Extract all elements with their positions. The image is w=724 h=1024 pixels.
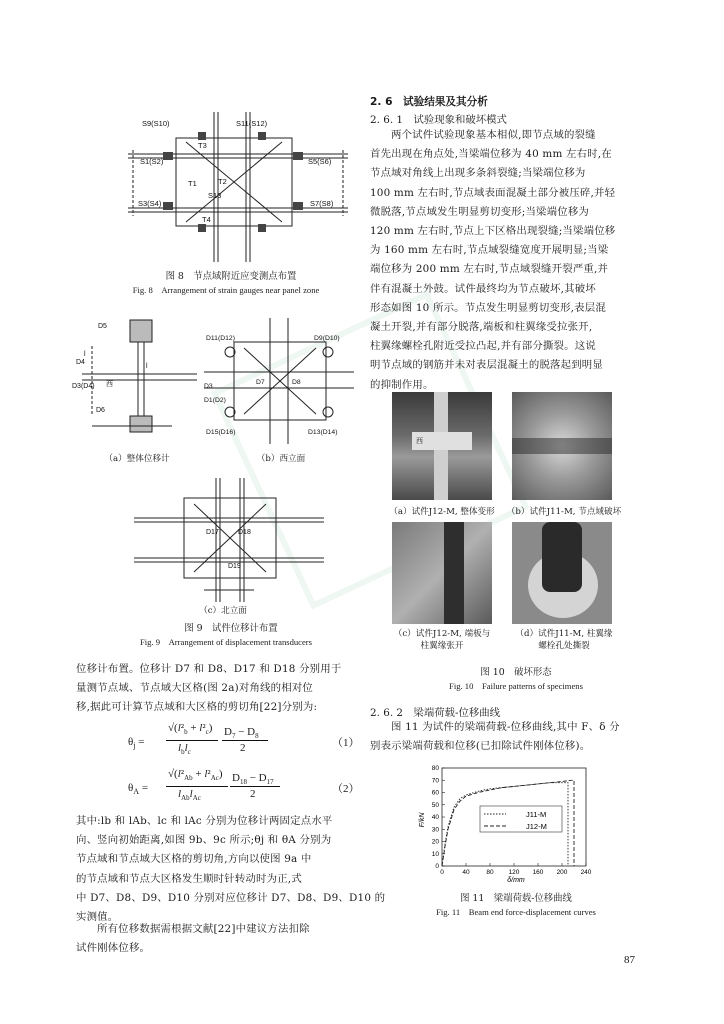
fig10b-photo bbox=[512, 392, 612, 500]
fig9a-label: D6 bbox=[96, 407, 105, 414]
fig10d-photo bbox=[512, 522, 612, 624]
subcaption-line: （c）试件J12-M, 端板与 bbox=[393, 629, 491, 639]
x-tick-label: 120 bbox=[508, 869, 520, 876]
x-tick-label: 80 bbox=[486, 869, 494, 876]
fig8-label: S1(S2) bbox=[140, 157, 164, 166]
chart-legend bbox=[480, 806, 562, 832]
section-heading-2-6: 2. 6 试验结果及其分析 bbox=[370, 96, 488, 108]
fig9b-label: D3 bbox=[204, 383, 213, 390]
text-line: 柱翼缘螺栓孔附近受拉凸起,并有部分撕裂。这说 bbox=[370, 340, 596, 353]
fig9b-label: D8 bbox=[292, 379, 301, 386]
fig9b-label: D13(D14) bbox=[308, 429, 338, 436]
fig9b-label: D1(D2) bbox=[204, 397, 226, 404]
x-tick-label: 40 bbox=[462, 869, 470, 876]
fig9a-subcaption: （a）整体位移计 bbox=[104, 454, 170, 464]
text-line: 实测值。 bbox=[76, 911, 119, 924]
y-tick-label: 80 bbox=[431, 765, 439, 773]
fig9a-label: D3(D4) bbox=[72, 383, 95, 390]
subcaption-line: （d）试件J11-M, 柱翼缘 bbox=[515, 629, 613, 639]
text-line: 为 160 mm 左右时,节点域裂缝宽度开展明显;当梁 bbox=[370, 244, 609, 257]
section-heading-2-6-2: 2. 6. 2 梁端荷载-位移曲线 bbox=[370, 707, 501, 719]
y-tick-label: 40 bbox=[431, 814, 439, 822]
fig8-label: S13 bbox=[208, 191, 222, 200]
fig10c-subcaption bbox=[380, 628, 504, 652]
text-line: 微脱落,节点域发生明显剪切变形;当梁端位移为 bbox=[370, 205, 590, 218]
right-paragraph-1 bbox=[370, 126, 662, 395]
text-line: 形态如图 10 所示。节点发生明显剪切变形,表层混 bbox=[370, 301, 606, 314]
subcaption-line: 螺栓孔处撕裂 bbox=[538, 641, 590, 651]
fig9b-label: D11(D12) bbox=[206, 335, 235, 342]
fig9b-label: D9(D10) bbox=[314, 335, 340, 342]
y-tick-label: 60 bbox=[431, 789, 439, 797]
fig9c-drawing bbox=[124, 478, 334, 602]
text-line: 其中:lb 和 lAb、lc 和 lAc 分别为位移计两固定点水平 bbox=[76, 815, 333, 827]
y-axis-label: F/kN bbox=[419, 812, 426, 828]
fig9-caption-cn: 图 9 试件位移计布置 bbox=[184, 623, 278, 634]
equation-2-number: （2） bbox=[332, 783, 360, 795]
fig8-label: T4 bbox=[202, 215, 211, 224]
x-axis-label: δ/mm bbox=[507, 877, 525, 884]
y-tick-label: 50 bbox=[431, 801, 439, 809]
fig8-label: T2 bbox=[218, 177, 227, 186]
fig8-label: S11(S12) bbox=[236, 119, 268, 128]
fig9a-label: D5 bbox=[98, 323, 107, 330]
legend-j11: J11-M bbox=[526, 810, 547, 819]
fig10-caption-en: Fig. 10 Failure patterns of specimens bbox=[449, 681, 583, 691]
left-paragraph-3 bbox=[76, 920, 368, 958]
page-number: 87 bbox=[624, 954, 635, 966]
y-tick-label: 0 bbox=[435, 863, 439, 871]
fig9b-subcaption: （b）西立面 bbox=[256, 454, 306, 464]
photo-label: 西 bbox=[416, 437, 423, 445]
y-tick-label: 10 bbox=[431, 850, 439, 858]
fig10d-subcaption bbox=[502, 628, 626, 652]
fig9a-label: l bbox=[84, 351, 86, 358]
fig9c-subcaption: （c）北立面 bbox=[199, 606, 247, 616]
text-line: 的节点域和节点大区格发生顺时针转动时为正,式 bbox=[76, 872, 302, 885]
text-line: 端位移为 200 mm 左右时,节点域裂缝开裂严重,并 bbox=[370, 263, 609, 276]
equation-1: $\theta_j$ = $√(l^2_b + l^2_c)$ $l_bl_c$ $D_7 - D_8$ 2 （1） bbox=[128, 722, 360, 757]
fig9b-drawing bbox=[204, 318, 354, 444]
text-line: 100 mm 左右时,节点域表面混凝土部分被压碎,并轻 bbox=[370, 186, 616, 199]
fig8-label: T3 bbox=[198, 141, 207, 150]
fig9a-drawing bbox=[72, 316, 202, 442]
section-heading-2-6-1: 2. 6. 1 试验现象和破坏模式 bbox=[370, 114, 507, 126]
fig10a-photo bbox=[392, 392, 492, 500]
fig8-caption-cn: 图 8 节点域附近应变测点布置 bbox=[165, 271, 297, 282]
right-paragraph-2 bbox=[370, 718, 662, 756]
text-line: 明节点域的钢筋并未对表层混凝土的脱落起到明显 bbox=[370, 359, 603, 372]
fig8-drawing bbox=[118, 112, 358, 262]
fig10c-photo bbox=[392, 522, 492, 624]
fig8-label: S3(S4) bbox=[138, 199, 162, 208]
text-line: 移,据此可计算节点域和大区格的剪切角[22]分别为: bbox=[76, 701, 318, 714]
fig9-caption-en: Fig. 9 Arrangement of displacement transducers bbox=[139, 637, 313, 647]
y-tick-label: 20 bbox=[431, 838, 439, 846]
fig9a-label: 西 bbox=[106, 381, 113, 388]
fig9c-label: D17 bbox=[206, 529, 219, 536]
text-line: 所有位移数据需根据文献[22]中建议方法扣除 bbox=[97, 923, 310, 935]
text-line: 向、竖向初始距离,如图 9b、9c 所示;θj 和 θA 分别为 bbox=[76, 834, 332, 847]
fig9c-label: D19 bbox=[228, 563, 241, 570]
fig8-caption-en: Fig. 8 Arrangement of strain gauges near panel zone bbox=[132, 285, 320, 295]
left-paragraph-1 bbox=[76, 660, 368, 718]
fig9c-label: D18 bbox=[238, 529, 251, 536]
left-paragraph-2 bbox=[76, 812, 386, 927]
text-line: 试件刚体位移。 bbox=[76, 942, 151, 955]
fig9b-label: D7 bbox=[256, 379, 265, 386]
fig10a-subcaption: （a）试件J12-M, 整体变形 bbox=[389, 507, 495, 517]
text-line: 节点域对角线上出现多条斜裂缝;当梁端位移为 bbox=[370, 167, 586, 180]
text-line: 120 mm 左右时,节点上下区格出现裂缝;当梁端位移 bbox=[370, 225, 616, 238]
fig10b-subcaption: （b）试件J11-M, 节点域破坏 bbox=[506, 507, 622, 517]
fig8-label: S7(S8) bbox=[310, 199, 334, 208]
fig8-label: S5(S6) bbox=[308, 157, 332, 166]
equation-2: $\theta_A$ = $√(l^2_{Ab} + l^2_{Ac})$ $l_{Ab}l_{Ac}$ $D_{18} - D_{17}$ 2 （2） bbox=[128, 768, 360, 803]
y-tick-label: 70 bbox=[431, 777, 439, 785]
x-tick-label: 240 bbox=[580, 869, 592, 876]
x-tick-label: 0 bbox=[440, 869, 444, 876]
equation-1-number: （1） bbox=[332, 737, 360, 749]
fig8-label: T1 bbox=[188, 179, 197, 188]
x-tick-label: 160 bbox=[532, 869, 544, 876]
subcaption-line: 柱翼缘张开 bbox=[420, 641, 464, 651]
text-line: 节点域和节点域大区格的剪切角,方向以使图 9a 中 bbox=[76, 853, 312, 866]
fig10-caption-cn: 图 10 破坏形态 bbox=[480, 667, 552, 678]
text-line: 量测节点域、节点域大区格(图 2a)对角线的相对位 bbox=[76, 682, 314, 695]
fig11-caption-cn: 图 11 梁端荷载-位移曲线 bbox=[460, 893, 572, 904]
text-line: 凝土开裂,并有部分脱落,端板和柱翼缘受拉张开, bbox=[370, 321, 593, 334]
y-tick-label: 30 bbox=[431, 826, 439, 834]
text-line: 别表示梁端荷载和位移(已扣除试件刚体位移)。 bbox=[370, 740, 591, 753]
text-line: 位移计布置。位移计 D7 和 D8、D17 和 D18 分别用于 bbox=[76, 663, 342, 675]
text-line: 两个试件试验现象基本相似,即节点域的裂缝 bbox=[391, 129, 596, 141]
fig11-caption-en: Fig. 11 Beam end force-displacement curves bbox=[436, 907, 596, 917]
x-tick-label: 200 bbox=[556, 869, 568, 876]
fig9a-label: D4 bbox=[76, 359, 85, 366]
fig8-label: S9(S10) bbox=[142, 119, 170, 128]
legend-j12: J12-M bbox=[526, 822, 547, 831]
fig9b-label: D15(D16) bbox=[206, 429, 236, 436]
text-line: 中 D7、D8、D9、D10 分别对应位移计 D7、D8、D9、D10 的 bbox=[76, 891, 386, 904]
text-line: 的抑制作用。 bbox=[370, 378, 434, 391]
fig9a-label: l bbox=[146, 363, 148, 370]
fig11-chart bbox=[420, 760, 600, 884]
text-line: 图 11 为试件的梁端荷载-位移曲线,其中 F、δ 分 bbox=[391, 721, 620, 733]
text-line: 首先出现在角点处,当梁端位移为 40 mm 左右时,在 bbox=[370, 148, 612, 161]
text-line: 伴有混凝土外鼓。试件最终均为节点破坏,其破坏 bbox=[370, 282, 596, 295]
